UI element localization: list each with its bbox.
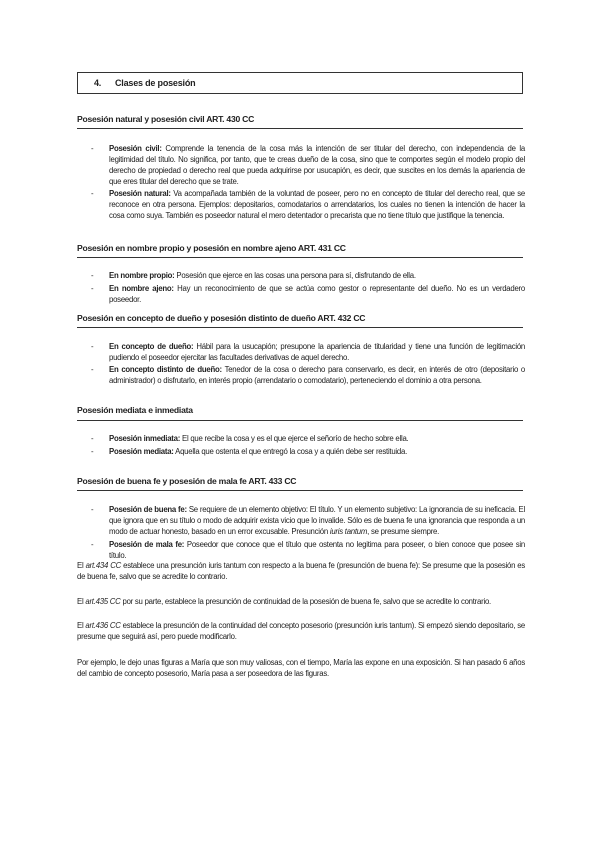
heading-rule bbox=[77, 257, 523, 258]
section-header-box bbox=[77, 72, 523, 94]
heading-mediata-inmediata: Posesión mediata e inmediata bbox=[77, 405, 193, 415]
heading-rule bbox=[77, 420, 523, 421]
heading-rule bbox=[77, 490, 523, 491]
term-posesion-natural: Posesión natural: bbox=[109, 189, 171, 198]
list-item: - Posesión inmediata: El que recibe la cosa y es el que ejerce el señorío de hecho sobre ella. bbox=[91, 434, 409, 443]
paragraph-example: Por ejemplo, le dejo unas figuras a María que son muy valiosas, con el tiempo, María las expone en una exposición. Si han pasado 6 años del cambio de concepto posesorio, María pasa a ser poseedora de las figuras. bbox=[77, 658, 525, 679]
list-item: - En concepto distinto de dueño: Tenedor de la cosa o derecho para conservarlo, es decir, en interés de otro (depositario o administrador) o disfrutarlo, en interés propio (arrendatario o comodatario), perteneciendo el dominio a otra persona. bbox=[91, 365, 525, 386]
term-concepto-dueno: En concepto de dueño: bbox=[109, 342, 194, 351]
paragraph-art-436: El art.436 CC establece la presunción de la continuidad del concepto posesorio (presunción iuris tantum). Si empezó siendo depositario, se presume que seguirá así, pero puede modificarlo. bbox=[77, 621, 526, 642]
heading-rule bbox=[77, 327, 523, 328]
term-buena-fe: Posesión de buena fe: bbox=[109, 505, 187, 514]
term-nombre-ajeno: En nombre ajeno: bbox=[109, 284, 174, 293]
list-item: - En nombre ajeno: Hay un reconocimiento de que se actúa como gestor o representante del dueño. No es un verdadero poseedor. bbox=[91, 284, 525, 305]
term-nombre-propio: En nombre propio: bbox=[109, 271, 175, 280]
section-title: Clases de posesión bbox=[115, 78, 196, 88]
heading-buena-mala-fe: Posesión de buena fe y posesión de mala fe ART. 433 CC bbox=[77, 476, 297, 486]
term-mala-fe: Posesión de mala fe: bbox=[109, 540, 185, 549]
term-mediata: Posesión mediata: bbox=[109, 447, 174, 456]
paragraph-art-434: El art.434 CC establece una presunción iuris tantum con respecto a la buena fe (presunción de buena fe): Se presume que la posesión es de buena fe, salvo que se acredite lo contrario. bbox=[77, 561, 526, 582]
heading-natural-civil: Posesión natural y posesión civil ART. 430 CC bbox=[77, 114, 255, 124]
heading-nombre-propio-ajeno: Posesión en nombre propio y posesión en nombre ajeno ART. 431 CC bbox=[77, 243, 346, 253]
iuris-tantum: iuris tantum bbox=[329, 527, 368, 537]
section-number: 4. bbox=[94, 78, 102, 88]
list-item: - Posesión mediata: Aquella que ostenta el que entregó la cosa y a quién debe ser restituida. bbox=[91, 447, 407, 456]
term-posesion-civil: Posesión civil: bbox=[109, 144, 162, 153]
term-concepto-distinto: En concepto distinto de dueño: bbox=[109, 365, 222, 374]
heading-concepto-dueno: Posesión en concepto de dueño y posesión distinto de dueño ART. 432 CC bbox=[77, 313, 366, 323]
list-item: - En nombre propio: Posesión que ejerce en las cosas una persona para sí, disfrutando de ella. bbox=[91, 271, 416, 280]
term-inmediata: Posesión inmediata: bbox=[109, 434, 181, 443]
paragraph-art-435: El art.435 CC por su parte, establece la presunción de continuidad de la posesión de buena fe, salvo que se acredite lo contrario. bbox=[77, 597, 491, 606]
list-item: - Posesión de mala fe: Poseedor que conoce que el título que ostenta no legitima para poseer, o bien conoce que posee sin título. bbox=[91, 540, 525, 561]
list-item: - Posesión civil: Comprende la tenencia de la cosa más la intención de ser titular del derecho, con independencia de la legitimidad del título. No significa, por tanto, que te creas dueño de la cosa, sino que te comportes según el modelo propio del derecho de propiedad o derecho real que pueda adquirirse por usucapión, es decir, que suscites en los demás la apariencia de que eres titular del derecho que se trate. bbox=[91, 144, 525, 187]
list-item: - Posesión natural: Va acompañada también de la voluntad de poseer, pero no en concepto de titular del derecho real, que se reconoce en otra persona. Ejemplos: depositarios, comodatarios o arrendatarios, los cuales no tienen la intención de hacer la cosa como suya. También es poseedor natural el mero detentador o precarista que no tiene título que justifique la tenencia. bbox=[91, 189, 526, 221]
list-item: - Posesión de buena fe: Se requiere de un elemento objetivo: El título. Y un elemento subjetivo: La ignorancia de su ineficacia. El que ignora que en su título o modo de adquirir exista vicio que lo invalide. Sólo es de buena fe una ignorancia que responda a un modo de actuar honesto, basado en un error excusable. Presunción iuris tantum, se presume siempre. bbox=[91, 505, 525, 537]
list-item: - En concepto de dueño: Hábil para la usucapión; presupone la apariencia de titularidad y tiene una función de legitimación pudiendo el poseedor ejercitar las facultades derivativas de aquel derecho. bbox=[91, 342, 525, 363]
heading-rule bbox=[77, 128, 523, 129]
